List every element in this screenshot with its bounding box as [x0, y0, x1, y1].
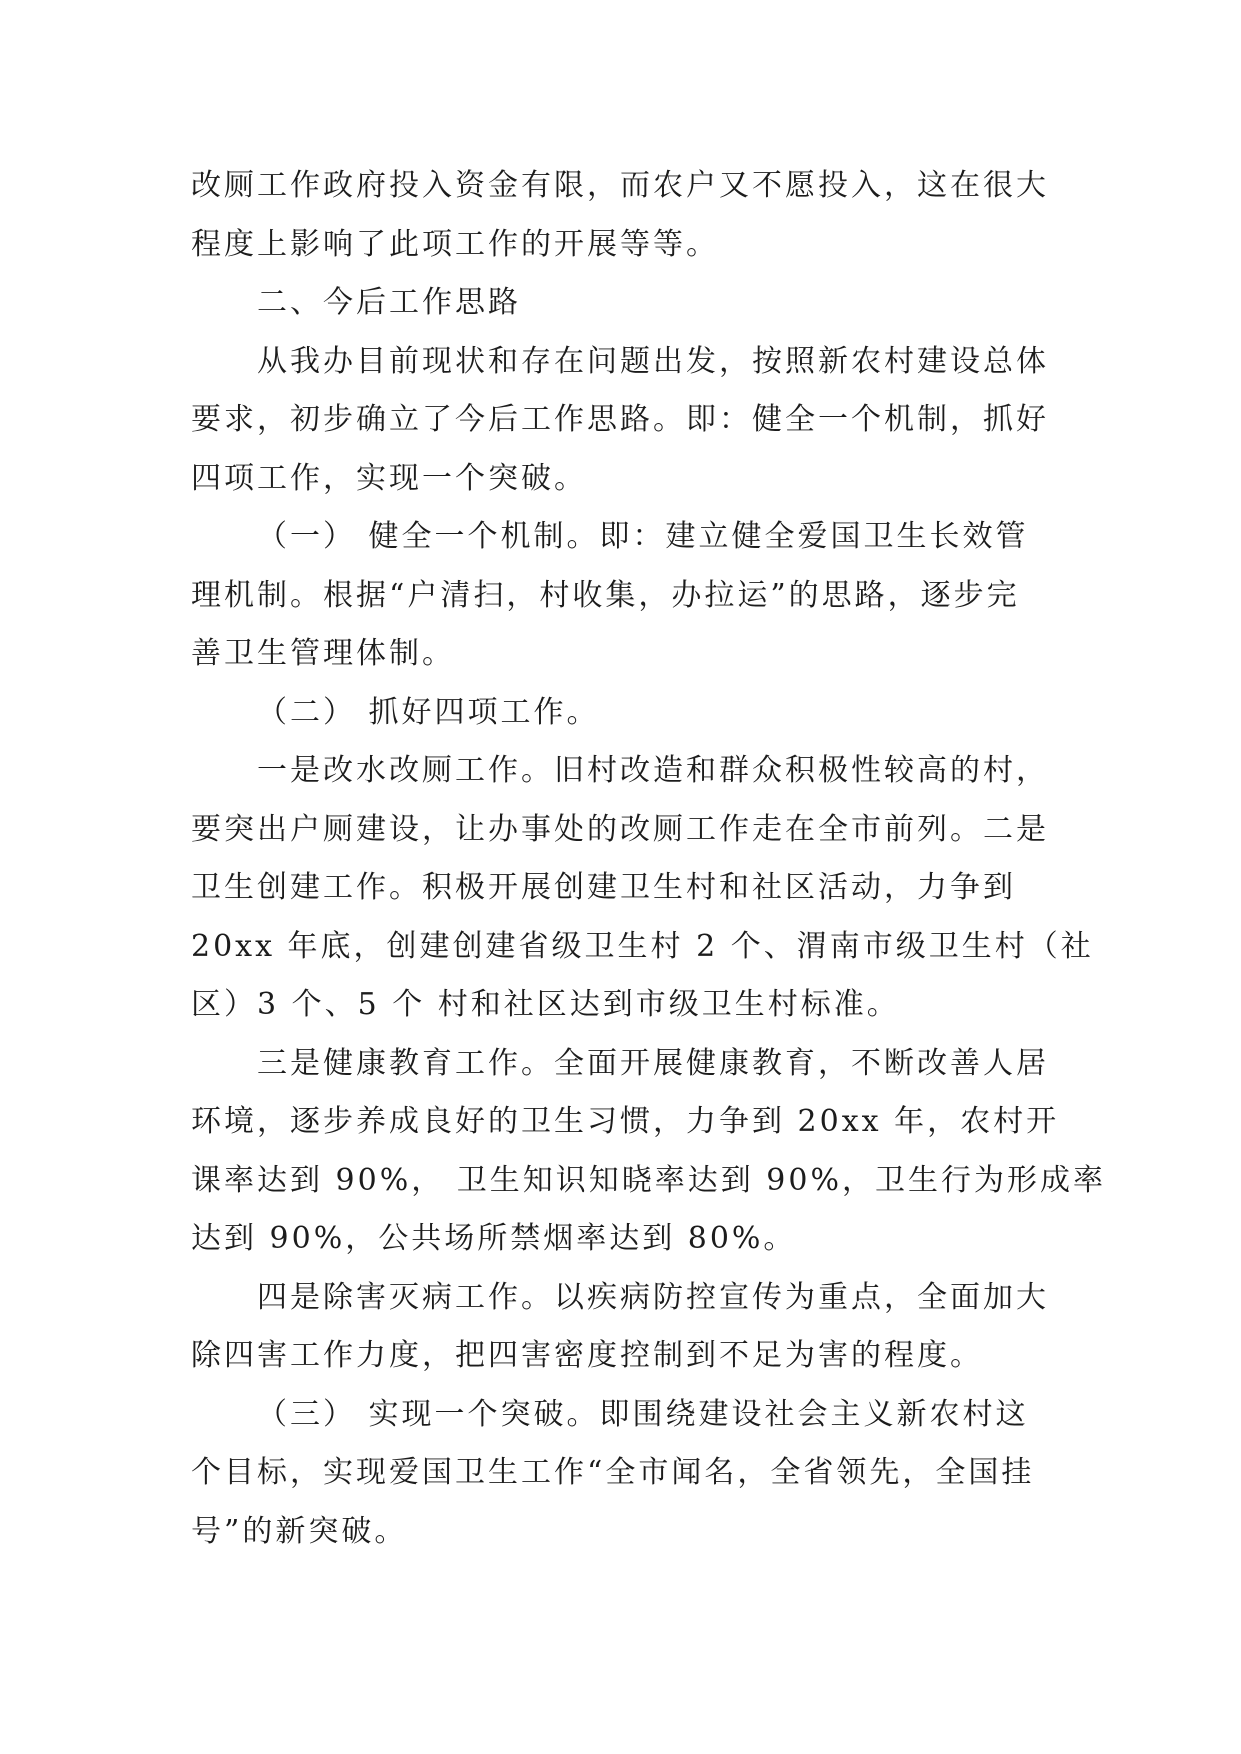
text-line: 环境，逐步养成良好的卫生习惯，力争到 20xx 年，农村开	[191, 1104, 1060, 1139]
text-line: 程度上影响了此项工作的开展等等。	[191, 226, 719, 262]
text-line: 20xx 年底，创建创建省级卫生村 2 个、渭南市级卫生村（社	[191, 928, 1094, 964]
text-line: 号”的新突破。	[191, 1513, 408, 1549]
text-line: 改厕工作政府投入资金有限，而农户又不愿投入，这在很大	[191, 168, 1049, 203]
text-line: 善卫生管理体制。	[191, 636, 455, 671]
text-line: 除四害工作力度，把四害密度控制到不足为害的程度。	[191, 1338, 983, 1373]
text-line: 要突出户厕建设，让办事处的改厕工作走在全市前列。二是	[191, 811, 1049, 847]
text-line: 要求，初步确立了今后工作思路。即：健全一个机制，抓好	[191, 402, 1049, 437]
text-line: 达到 90%，公共场所禁烟率达到 80%。	[191, 1221, 797, 1256]
document-body	[191, 157, 1106, 1561]
text-line: 四项工作，实现一个突破。	[191, 460, 587, 496]
text-line: （二） 抓好四项工作。	[257, 694, 600, 730]
text-line: 四是除害灭病工作。以疾病防控宣传为重点，全面加大	[257, 1279, 1049, 1315]
text-line: 三是健康教育工作。全面开展健康教育，不断改善人居	[257, 1045, 1049, 1081]
text-line: 一是改水改厕工作。旧村改造和群众积极性较高的村，	[257, 753, 1049, 788]
text-line: 课率达到 90%， 卫生知识知晓率达到 90%，卫生行为形成率	[191, 1162, 1106, 1198]
text-line: 理机制。根据“户清扫，村收集，办拉运”的思路，逐步完	[191, 577, 1020, 613]
text-line: 区）3 个、5 个 村和社区达到市级卫生村标准。	[191, 987, 900, 1022]
text-line: （三） 实现一个突破。即围绕建设社会主义新农村这	[257, 1396, 1029, 1432]
text-line: （一） 健全一个机制。即：建立健全爱国卫生长效管	[257, 519, 1029, 554]
text-line: 个目标，实现爱国卫生工作“全市闻名，全省领先，全国挂	[191, 1455, 1035, 1490]
section-heading: 二、今后工作思路	[257, 285, 521, 320]
text-line: 从我办目前现状和存在问题出发，按照新农村建设总体	[257, 343, 1049, 379]
text-line: 卫生创建工作。积极开展创建卫生村和社区活动，力争到	[191, 870, 1016, 905]
